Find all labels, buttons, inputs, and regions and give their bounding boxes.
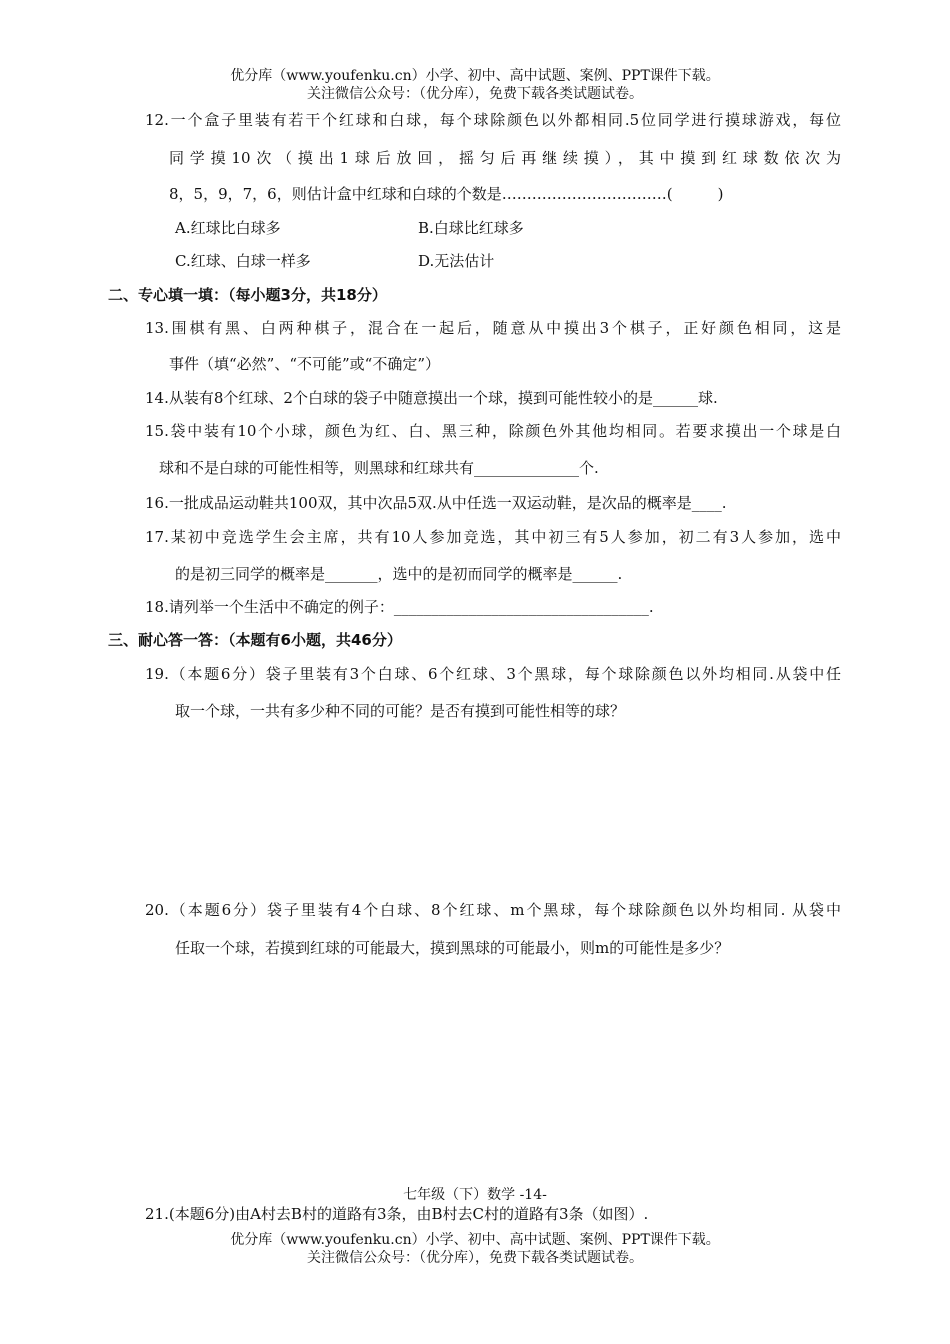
q17-line-1: 17.某初中竞选学生会主席，共有10人参加竞选，其中初三有5人参加，初二有3人参加，选中 <box>145 528 841 546</box>
q12-option-a: A.红球比白球多 <box>175 219 281 237</box>
q12-line-1: 12.一个盒子里装有若干个红球和白球，每个球除颜色以外都相同.5位同学进行摸球游戏，每位 <box>145 111 841 129</box>
bottom-header-line-1: 优分库（www.youfenku.cn）小学、初中、高中试题、案例、PPT课件下载。 <box>230 1232 720 1248</box>
q20-line-1: 20.（本题6分）袋子里装有4个白球、8个红球、m个黑球，每个球除颜色以外均相同. 从袋中 <box>145 901 841 919</box>
section-3-title: 三、耐心答一答：（本题有6小题，共46分） <box>108 631 402 649</box>
q12-option-c: C.红球、白球一样多 <box>175 252 311 270</box>
question-16: 16.一批成品运动鞋共100双，其中次品5双.从中任选一双运动鞋，是次品的概率是____. <box>145 494 727 512</box>
q12-line-2: 同学摸10次（摸出1球后放回，摇匀后再继续摸），其中摸到红球数依次为 <box>169 149 841 167</box>
q15-line-1: 15.袋中装有10个小球，颜色为红、白、黑三种，除颜色外其他均相同。若要求摸出一个球是白 <box>145 422 841 440</box>
q12-option-d: D.无法估计 <box>418 252 495 270</box>
header-line-2: 关注微信公众号：（优分库），免费下载各类试题试卷。 <box>307 86 643 102</box>
q13-line-2: 事件（填“必然”、“不可能”或“不确定”） <box>169 355 441 373</box>
q15-line-2: 球和不是白球的可能性相等，则黑球和红球共有______________个. <box>159 459 599 477</box>
question-18: 18.请列举一个生活中不确定的例子：__________________________________. <box>145 598 654 616</box>
question-21: 21.(本题6分)由A村去B村的道路有3条，由B村去C村的道路有3条（如图）. <box>145 1205 649 1223</box>
q12-option-b: B.白球比红球多 <box>418 219 524 237</box>
q17-line-2: 的是初三同学的概率是_______，选中的是初而同学的概率是______. <box>175 565 623 583</box>
section-2-title: 二、专心填一填：（每小题3分，共18分） <box>108 286 387 304</box>
q13-line-1: 13.围棋有黑、白两种棋子，混合在一起后，随意从中摸出3个棋子，正好颜色相同，这是 <box>145 319 841 337</box>
q19-line-2: 取一个球，一共有多少种不同的可能？是否有摸到可能性相等的球？ <box>175 702 626 720</box>
q12-line-3: 8，5，9，7，6，则估计盒中红球和白球的个数是……………………………( ) <box>169 185 724 203</box>
page-footer: 七年级（下）数学 -14- <box>403 1187 547 1203</box>
q19-line-1: 19.（本题6分）袋子里装有3个白球、6个红球、3个黑球，每个球除颜色以外均相同.从袋中任 <box>145 665 841 683</box>
bottom-header-line-2: 关注微信公众号：（优分库），免费下载各类试题试卷。 <box>307 1250 643 1266</box>
q20-line-2: 任取一个球，若摸到红球的可能最大，摸到黑球的可能最小，则m的可能性是多少？ <box>175 939 730 957</box>
question-14: 14.从装有8个红球、2个白球的袋子中随意摸出一个球，摸到可能性较小的是______球. <box>145 389 718 407</box>
header-line-1: 优分库（www.youfenku.cn）小学、初中、高中试题、案例、PPT课件下载。 <box>230 68 720 84</box>
